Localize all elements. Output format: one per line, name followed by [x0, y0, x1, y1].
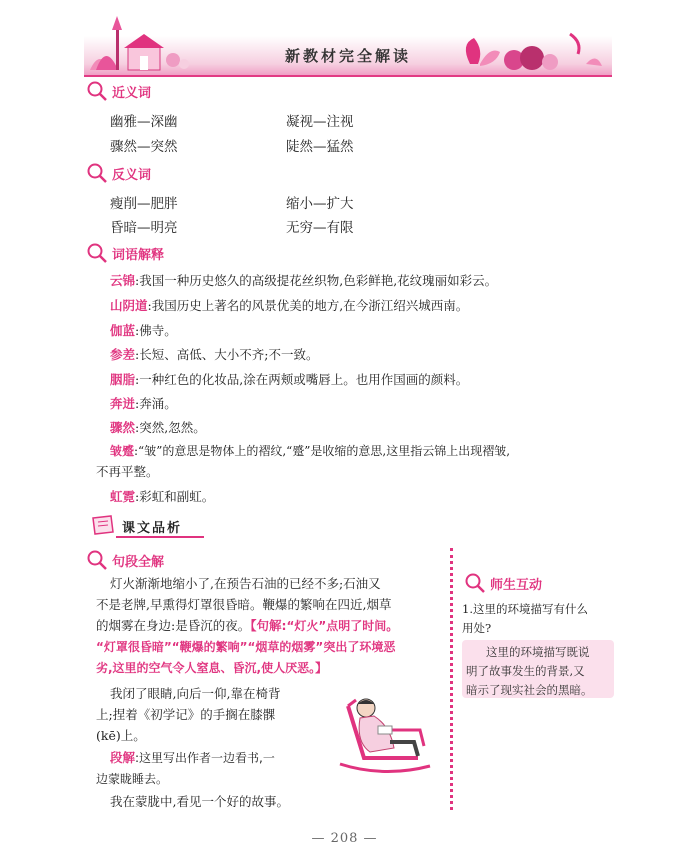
paragraph-line: 上;捏着《初学记》的手搁在膝髁 [96, 707, 276, 722]
glossary-definition: :彩虹和副虹。 [135, 489, 215, 504]
glossary-definition: :长短、高低、大小不齐;不一致。 [135, 347, 319, 362]
glossary-word: 云锦 [110, 273, 136, 288]
antonyms-title: 反义词 [112, 167, 152, 183]
sidebar-heading [464, 572, 542, 594]
magnifier-icon [86, 80, 108, 102]
glossary-definition: :佛寺。 [135, 323, 177, 338]
glossary-definition: :我国一种历史悠久的高级提花丝织物,色彩鲜艳,花纹瑰丽如彩云。 [135, 273, 498, 288]
glossary-word: 参差 [110, 347, 136, 362]
sidebar-answer-line: 明了故事发生的背景,又 [466, 664, 585, 678]
glossary-item [110, 321, 177, 339]
sentence-note-label: 【句解: [250, 618, 287, 633]
page-header [84, 8, 612, 72]
antonym-pair: 无穷—有限 [286, 220, 354, 236]
magnifier-icon [464, 572, 486, 594]
header-title: 新教材完全解读 [284, 47, 411, 65]
paragraph-note: 边蒙眬睡去。 [96, 772, 169, 786]
glossary-item [110, 296, 468, 314]
analysis-banner-title: 课文品析 [122, 521, 183, 536]
sidebar-title: 师生互动 [490, 577, 543, 593]
synonym-pair: 凝视—注视 [286, 114, 354, 130]
paragraph-note: :这里写出作者一边看书,一 [135, 751, 275, 765]
magnifier-icon [86, 549, 108, 571]
sidebar-question [462, 600, 588, 638]
synonym-pair: 幽雅—深幽 [110, 114, 178, 130]
glossary-item [110, 487, 214, 505]
glossary-word: 皱蹙 [110, 444, 135, 458]
magnifier-icon [86, 242, 108, 264]
magnifier-icon [86, 162, 108, 184]
section-heading [86, 549, 164, 571]
sidebar-answer [462, 640, 614, 698]
glossary-heading [86, 242, 164, 264]
glossary-word: 奔迸 [110, 396, 136, 411]
antonym-pair: 瘦削—肥胖 [110, 196, 178, 212]
page-number: — 208 — [311, 831, 378, 846]
glossary-item [110, 345, 318, 363]
analysis-banner-underline [116, 536, 204, 538]
glossary-word: 伽蓝 [110, 323, 136, 338]
antonym-pair: 昏暗—明亮 [110, 220, 178, 236]
notebook-icon [90, 514, 116, 536]
paragraph-line: 我在蒙胧中,看见一个好的故事。 [110, 794, 289, 809]
sidebar-question-line: 1.这里的环境描写有什么 [462, 602, 588, 616]
glossary-item [110, 370, 468, 388]
glossary-item [110, 418, 206, 436]
antonym-pair: 缩小—扩大 [286, 196, 354, 212]
synonym-pair: 骤然—突然 [110, 139, 178, 155]
glossary-definition: :突然,忽然。 [135, 420, 206, 435]
paragraph-line [96, 616, 398, 637]
synonym-pair: 陡然—猛然 [286, 139, 354, 155]
glossary-continuation: 不再平整。 [96, 464, 159, 479]
glossary-title: 词语解释 [112, 247, 165, 263]
glossary-item [110, 271, 497, 289]
glossary-word: 胭脂 [110, 372, 136, 387]
butterfly-decoration-icon [450, 24, 610, 76]
glossary-definition: :我国历史上著名的风景优美的地方,在今浙江绍兴城西南。 [147, 298, 469, 313]
paragraph-line: 灯火渐渐地缩小了,在预告石油的已经不多;石油又 [110, 576, 381, 591]
section-title: 句段全解 [112, 554, 165, 570]
glossary-word: 虹霓 [110, 489, 136, 504]
paragraph-line: 不是老牌,早熏得灯罩很昏暗。鞭爆的繁响在四近,烟草 [96, 597, 392, 612]
glossary-item [110, 442, 510, 459]
synonyms-title: 近义词 [112, 85, 152, 101]
glossary-definition: :“皱”的意思是物体上的褶纹,“蹙”是收缩的意思,这里指云锦上出现褶皱, [134, 444, 511, 458]
paragraph-line: (kē)上。 [96, 728, 146, 743]
sidebar-answer-line: 暗示了现实社会的黑暗。 [466, 683, 593, 697]
sentence-note: “灯火”点明了时间。 [286, 619, 399, 633]
glossary-item [110, 394, 177, 412]
sentence-note: “灯罩很昏暗”“鞭爆的繁响”“烟草的烟雾”突出了环境恶 [96, 640, 396, 654]
analysis-banner [90, 514, 200, 538]
paragraph-line [110, 748, 275, 769]
paragraph-text: 的烟雾在身边:是昏沉的夜。 [96, 618, 251, 633]
paragraph-line: 我闭了眼睛,向后一仰,靠在椅背 [110, 686, 281, 701]
glossary-word: 骤然 [110, 420, 136, 435]
sidebar-question-line: 用处? [462, 621, 492, 635]
sidebar-answer-text [466, 643, 593, 700]
synonyms-heading [86, 80, 151, 102]
glossary-definition: :一种红色的化妆品,涂在两颊或嘴唇上。也用作国画的颜料。 [135, 372, 469, 387]
glossary-definition: :奔涌。 [135, 396, 177, 411]
paragraph-note-label: 段解 [110, 750, 136, 765]
sidebar-answer-line: 这里的环境描写既说 [486, 645, 590, 659]
antonyms-heading [86, 162, 151, 184]
column-divider [450, 548, 453, 810]
sentence-note: 劣,这里的空气令人窒息、昏沉,使人厌恶。】 [96, 661, 328, 675]
glossary-word: 山阴道 [110, 298, 148, 313]
rocking-chair-illustration [334, 686, 446, 778]
header-rule [84, 75, 612, 77]
